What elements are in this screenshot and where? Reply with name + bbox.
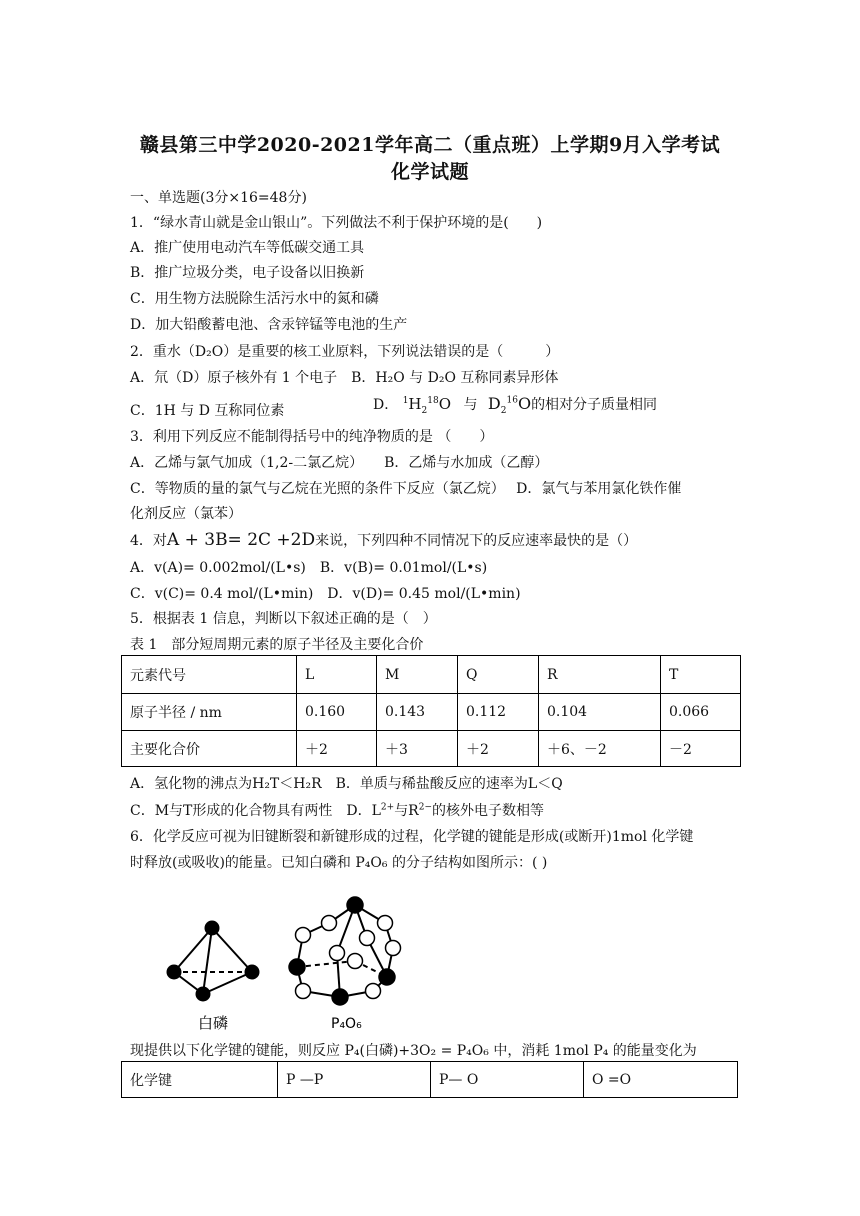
q4-stem	[130, 530, 637, 551]
table-cell: L	[297, 656, 377, 694]
table-cell: ＋6、－2	[539, 731, 661, 767]
h2-18o-formula: $^1H_2^{18}O$	[402, 395, 452, 416]
exam-subtitle: 化学试题	[390, 161, 469, 183]
table-cell: 原子半径 / nm	[122, 694, 297, 731]
bond-table-cell: P— O	[431, 1062, 584, 1098]
q2-d-mid: 与	[463, 397, 478, 413]
table-cell: ＋2	[297, 731, 377, 767]
bond-table-cell: P —P	[278, 1062, 431, 1098]
table-cell: 主要化合价	[122, 731, 297, 767]
q3-stem: 3．利用下列反应不能制得括号中的纯净物质的是 （ ）	[130, 429, 494, 445]
table-cell: 0.143	[377, 694, 458, 731]
r-ion-charge: 2−	[418, 802, 433, 813]
q2-options-ab: A．氘（D）原子核外有 1 个电子 B．H₂O 与 D₂O 互称同素异形体	[130, 370, 559, 386]
q5-table-caption: 表 1 部分短周期元素的原子半径及主要化合价	[130, 637, 424, 653]
table-row	[122, 656, 741, 694]
table-cell: R	[539, 656, 661, 694]
d2-16o-formula: $D_2^{16}O$	[487, 394, 532, 417]
table-cell: 0.104	[539, 694, 661, 731]
q3-options-ab: A．乙烯与氯气加成（1,2-二氯乙烷） B．乙烯与水加成（乙醇）	[130, 455, 549, 471]
q4-equation: A + 3B= 2C +2D	[166, 530, 316, 550]
q5-cd-suffix: 的核外电子数相等	[432, 803, 545, 819]
q5-options-cd	[130, 801, 544, 821]
q3-options-cd-line2: 化剂反应（氯苯）	[130, 506, 242, 522]
bond-energy-table	[121, 1061, 738, 1098]
bond-table-row	[122, 1062, 738, 1098]
q4-stem-suffix: 来说，下列四种不同情况下的反应速率最快的是（）	[315, 533, 638, 549]
p4o6-label: P₄O₆	[331, 1016, 362, 1032]
table-row	[122, 694, 741, 731]
section-heading: 一、单选题(3分×16=48分)	[130, 190, 307, 206]
p4o6-structure	[285, 893, 415, 1035]
table-cell: 0.160	[297, 694, 377, 731]
table-cell: Q	[458, 656, 539, 694]
table-cell: 元素代号	[122, 656, 297, 694]
q1-option-d: D．加大铅酸蓄电池、含汞锌锰等电池的生产	[130, 317, 408, 333]
q5-cd-prefix: C．M与T形成的化合物具有两性 D．L	[130, 803, 381, 819]
l-ion-charge: 2+	[380, 802, 395, 813]
exam-title: 赣县第三中学2020-2021学年高二（重点班）上学期9月入学考试	[139, 134, 721, 156]
table-cell: ＋3	[377, 731, 458, 767]
q2-d-prefix: D．	[373, 397, 399, 413]
q5-stem: 5．根据表 1 信息，判断以下叙述正确的是（ ）	[130, 611, 437, 627]
table-cell: ＋2	[458, 731, 539, 767]
q4-options-ab: A．v(A)= 0.002mol/(L•s) B．v(B)= 0.01mol/(L•s)	[130, 560, 488, 576]
table-cell: M	[377, 656, 458, 694]
q2-d-suffix: 的相对分子质量相同	[531, 397, 658, 413]
table-cell: T	[661, 656, 741, 694]
q5-cd-mid: 与R	[394, 803, 419, 819]
white-phosphorus-label: 白磷	[198, 1014, 229, 1032]
table-cell: 0.112	[458, 694, 539, 731]
q1-option-b: B．推广垃圾分类，电子设备以旧换新	[130, 265, 365, 281]
q1-stem: 1．“绿水青山就是金山银山”。下列做法不利于保护环境的是( )	[130, 215, 543, 231]
q6-stem-line2: 时释放(或吸收)的能量。已知白磷和 P₄O₆ 的分子结构如图所示：( )	[130, 855, 548, 871]
q6-energy-line: 现提供以下化学键的键能，则反应 P₄(白磷)+3O₂ = P₄O₆ 中，消耗 1mol P₄ 的能量变化为	[130, 1043, 697, 1059]
q6-stem-line1: 6．化学反应可视为旧键断裂和新键形成的过程，化学键的键能是形成(或断开)1mol 化学键	[130, 829, 694, 845]
q5-options-ab: A．氢化物的沸点为H₂T＜H₂R B．单质与稀盐酸反应的速率为L＜Q	[130, 776, 563, 792]
q4-stem-prefix: 4．对	[130, 533, 167, 549]
q2-option-c: C．1H 与 D 互称同位素	[130, 403, 285, 419]
q4-options-cd: C．v(C)= 0.4 mol/(L•min) D．v(D)= 0.45 mol/(L•min)	[130, 586, 521, 602]
table-cell: 0.066	[661, 694, 741, 731]
q2-stem: 2．重水（D₂O）是重要的核工业原料，下列说法错误的是（ ）	[130, 344, 560, 360]
q2-option-d	[373, 394, 657, 415]
bond-table-cell: 化学键	[122, 1062, 278, 1098]
q3-options-cd-line1: C．等物质的量的氯气与乙烷在光照的条件下反应（氯乙烷） D．氯气与苯用氯化铁作催	[130, 481, 682, 497]
bond-table-cell: O =O	[584, 1062, 738, 1098]
q1-option-a: A．推广使用电动汽车等低碳交通工具	[130, 240, 365, 256]
element-data-table	[121, 655, 741, 767]
table-cell: －2	[661, 731, 741, 767]
q1-option-c: C．用生物方法脱除生活污水中的氮和磷	[130, 291, 379, 307]
white-phosphorus-structure	[160, 910, 270, 1035]
table-row	[122, 731, 741, 767]
